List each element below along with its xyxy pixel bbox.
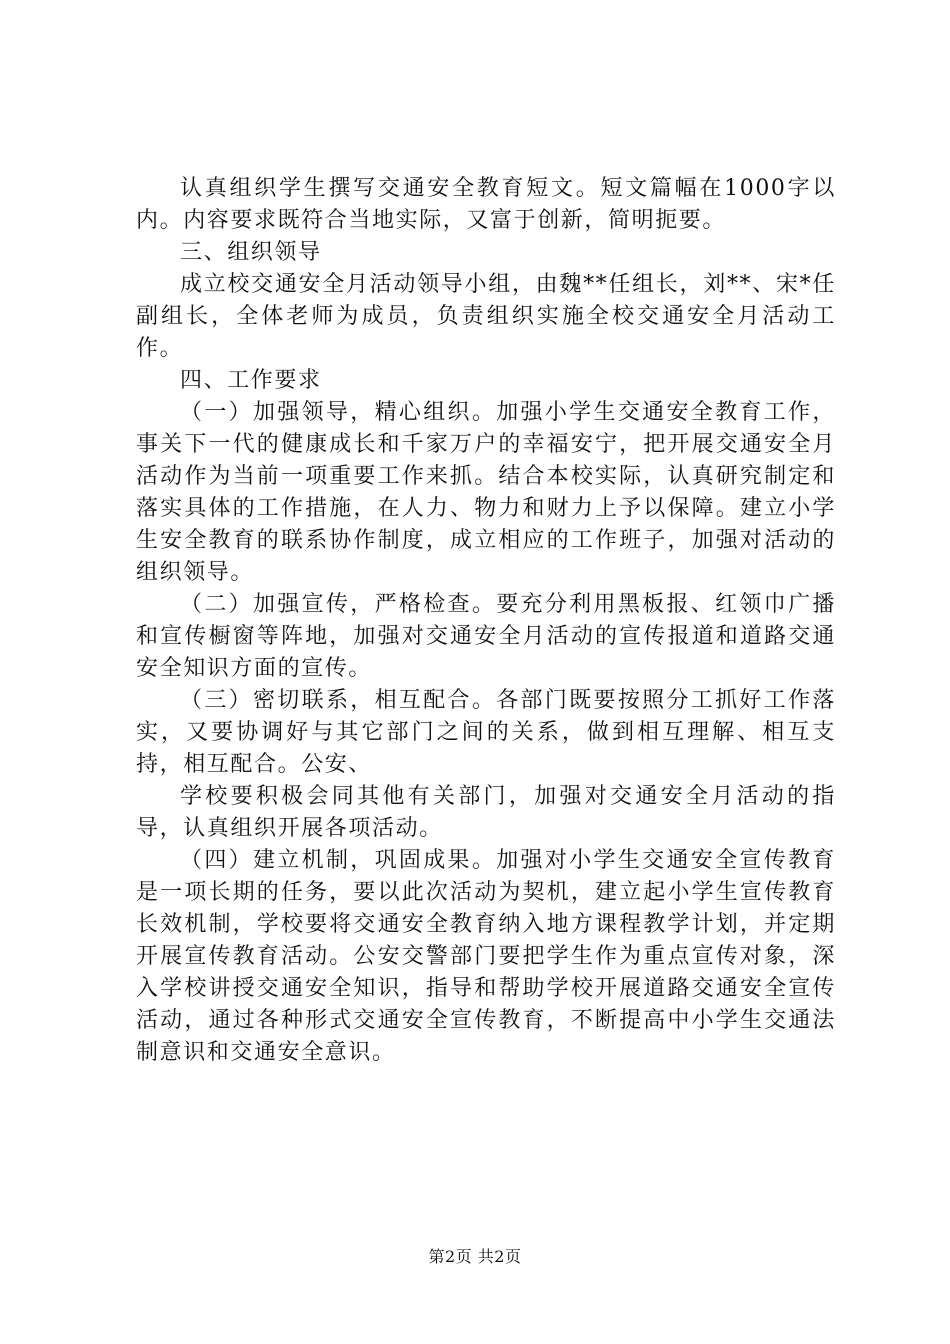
document-body bbox=[136, 173, 836, 1069]
paragraph-leadership-group: 成立校交通安全月活动领导小组，由魏**任组长，刘**、宋*任副组长，全体老师为成员，负责组织实施全校交通安全月活动工作。 bbox=[136, 272, 836, 361]
paragraph-requirement-3: （三）密切联系，相互配合。各部门既要按照分工抓好工作落实，又要协调好与其它部门之间的关系，做到相互理解、相互支持，相互配合。公安、 bbox=[136, 688, 836, 777]
heading-work-requirements: 四、工作要求 bbox=[180, 368, 322, 393]
paragraph-requirement-2: （二）加强宣传，严格检查。要充分利用黑板报、红领巾广播和宣传橱窗等阵地，加强对交通安全月活动的宣传报道和道路交通安全知识方面的宣传。 bbox=[136, 592, 836, 681]
paragraph-requirement-1: （一）加强领导，精心组织。加强小学生交通安全教育工作，事关下一代的健康成长和千家万户的幸福安宁，把开展交通安全月活动作为当前一项重要工作来抓。结合本校实际，认真研究制定和落实具体的工作措施，在人力、物力和财力上予以保障。建立小学生安全教育的联系协作制度，成立相应的工作班子，加强对活动的组织领导。 bbox=[136, 400, 836, 585]
page-footer: 第2页 共2页 bbox=[428, 1247, 522, 1266]
heading-organization-leadership: 三、组织领导 bbox=[180, 240, 322, 265]
paragraph-essay-writing: 认真组织学生撰写交通安全教育短文。短文篇幅在1000字以内。内容要求既符合当地实际，又富于创新，简明扼要。 bbox=[136, 176, 836, 233]
paragraph-requirement-3-cont: 学校要积极会同其他有关部门，加强对交通安全月活动的指导，认真组织开展各项活动。 bbox=[136, 784, 836, 841]
paragraph-requirement-4: （四）建立机制，巩固成果。加强对小学生交通安全宣传教育是一项长期的任务，要以此次活动为契机，建立起小学生宣传教育长效机制，学校要将交通安全教育纳入地方课程教学计划，并定期开展宣传教育活动。公安交警部门要把学生作为重点宣传对象，深入学校讲授交通安全知识，指导和帮助学校开展道路交通安全宣传活动，通过各种形式交通安全宣传教育，不断提高中小学生交通法制意识和交通安全意识。 bbox=[136, 848, 836, 1065]
